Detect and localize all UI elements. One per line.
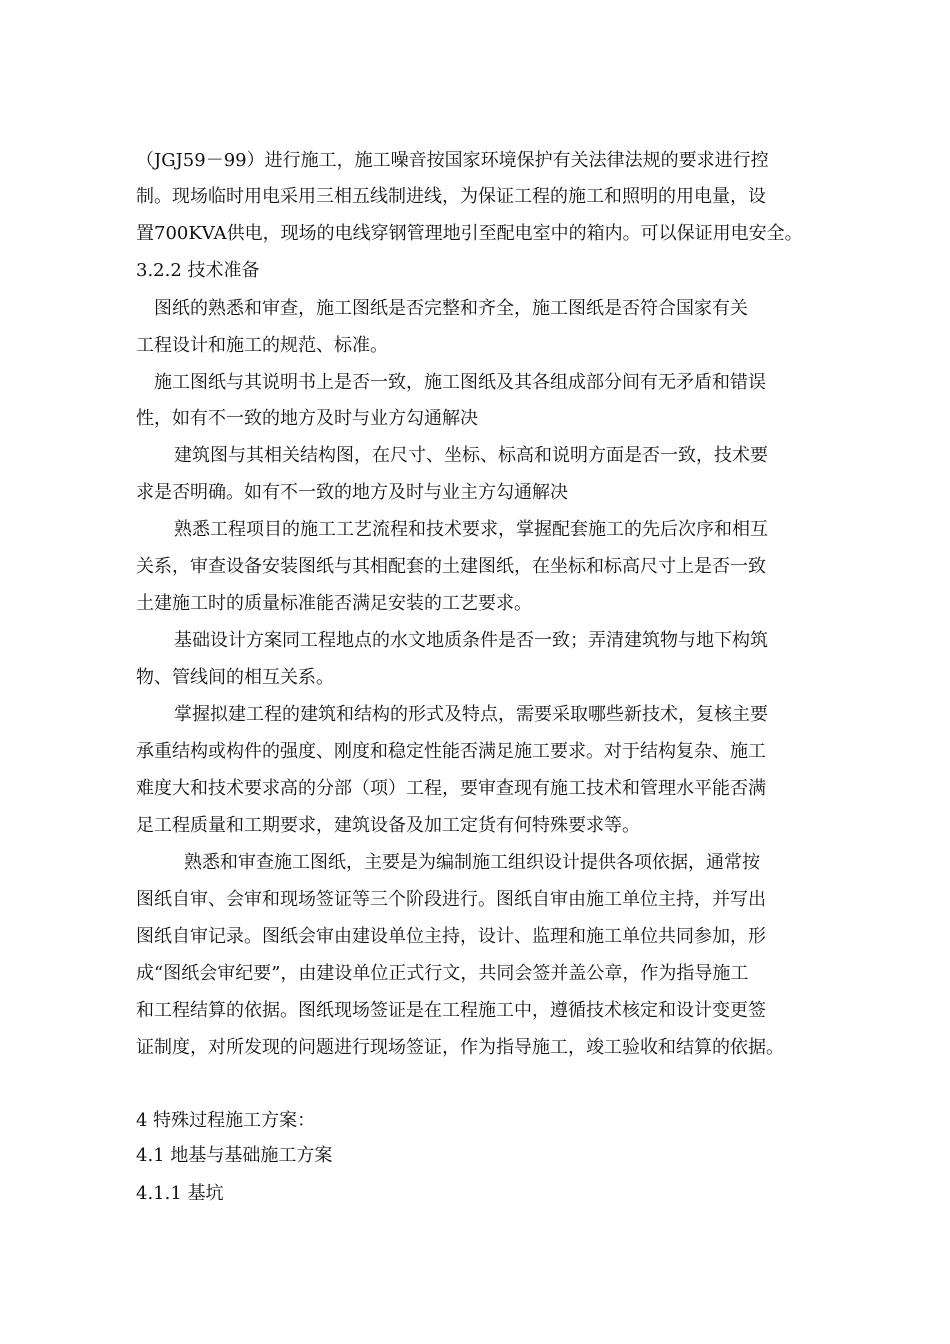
body-text-line: 求是否明确。如有不一致的地方及时与业主方勾通解决: [136, 482, 568, 503]
section-heading-4-1-1: 4.1.1 基坑: [136, 1183, 224, 1204]
body-text-line: 难度大和技术要求高的分部（项）工程，要审查现有施工技术和管理水平能否满: [136, 778, 766, 799]
section-heading-4-1: 4.1 地基与基础施工方案: [136, 1145, 333, 1166]
body-text-line: （JGJ59－99）进行施工，施工噪音按国家环境保护有关法律法规的要求进行控: [136, 150, 769, 171]
body-text-line: 施工图纸与其说明书上是否一致，施工图纸及其各组成部分间有无矛盾和错误: [154, 372, 766, 393]
body-text-line: 熟悉工程项目的施工工艺流程和技术要求，掌握配套施工的先后次序和相互: [174, 519, 768, 540]
body-text-line: 熟悉和审查施工图纸，主要是为编制施工组织设计提供各项依据，通常按: [184, 852, 760, 873]
section-heading-3-2-2: 3.2.2 技术准备: [136, 260, 260, 281]
body-text-line: 图纸自审、会审和现场签证等三个阶段进行。图纸自审由施工单位主持，并写出: [136, 889, 766, 910]
body-text-line: 建筑图与其相关结构图，在尺寸、坐标、标高和说明方面是否一致，技术要: [174, 445, 768, 466]
body-text-line: 土建施工时的质量标准能否满足安装的工艺要求。: [136, 593, 532, 614]
body-text-line: 图纸自审记录。图纸会审由建设单位主持，设计、监理和施工单位共同参加，形: [136, 926, 766, 947]
body-text-line: 工程设计和施工的规范、标准。: [136, 335, 388, 356]
section-heading-4: 4 特殊过程施工方案：: [136, 1110, 316, 1131]
body-text-line: 制。现场临时用电采用三相五线制进线，为保证工程的施工和照明的用电量，设: [136, 186, 766, 207]
body-text-line: 关系，审查设备安装图纸与其相配套的土建图纸，在坐标和标高尺寸上是否一致: [136, 556, 766, 577]
body-text-line: 性，如有不一致的地方及时与业方勾通解决: [136, 408, 478, 429]
body-text-line: 和工程结算的依据。图纸现场签证是在工程施工中，遵循技术核定和设计变更签: [136, 1000, 766, 1021]
body-text-line: 承重结构或构件的强度、刚度和稳定性能否满足施工要求。对于结构复杂、施工: [136, 741, 766, 762]
body-text-line: 足工程质量和工期要求，建筑设备及加工定货有何特殊要求等。: [136, 815, 640, 836]
body-text-line: 成“图纸会审纪要”，由建设单位正式行文，共同会签并盖公章，作为指导施工: [136, 963, 749, 984]
body-text-line: 置700KVA供电，现场的电线穿钢管理地引至配电室中的箱内。可以保证用电安全。: [136, 223, 803, 244]
body-text-line: 图纸的熟悉和审查，施工图纸是否完整和齐全，施工图纸是否符合国家有关: [154, 298, 748, 319]
body-text-line: 基础设计方案同工程地点的水文地质条件是否一致；弄清建筑物与地下构筑: [174, 630, 768, 651]
body-text-line: 物、管线间的相互关系。: [136, 667, 334, 688]
body-text-line: 掌握拟建工程的建筑和结构的形式及特点，需要采取哪些新技术，复核主要: [174, 704, 768, 725]
body-text-line: 证制度，对所发现的问题进行现场签证，作为指导施工，竣工验收和结算的依据。: [136, 1037, 784, 1058]
